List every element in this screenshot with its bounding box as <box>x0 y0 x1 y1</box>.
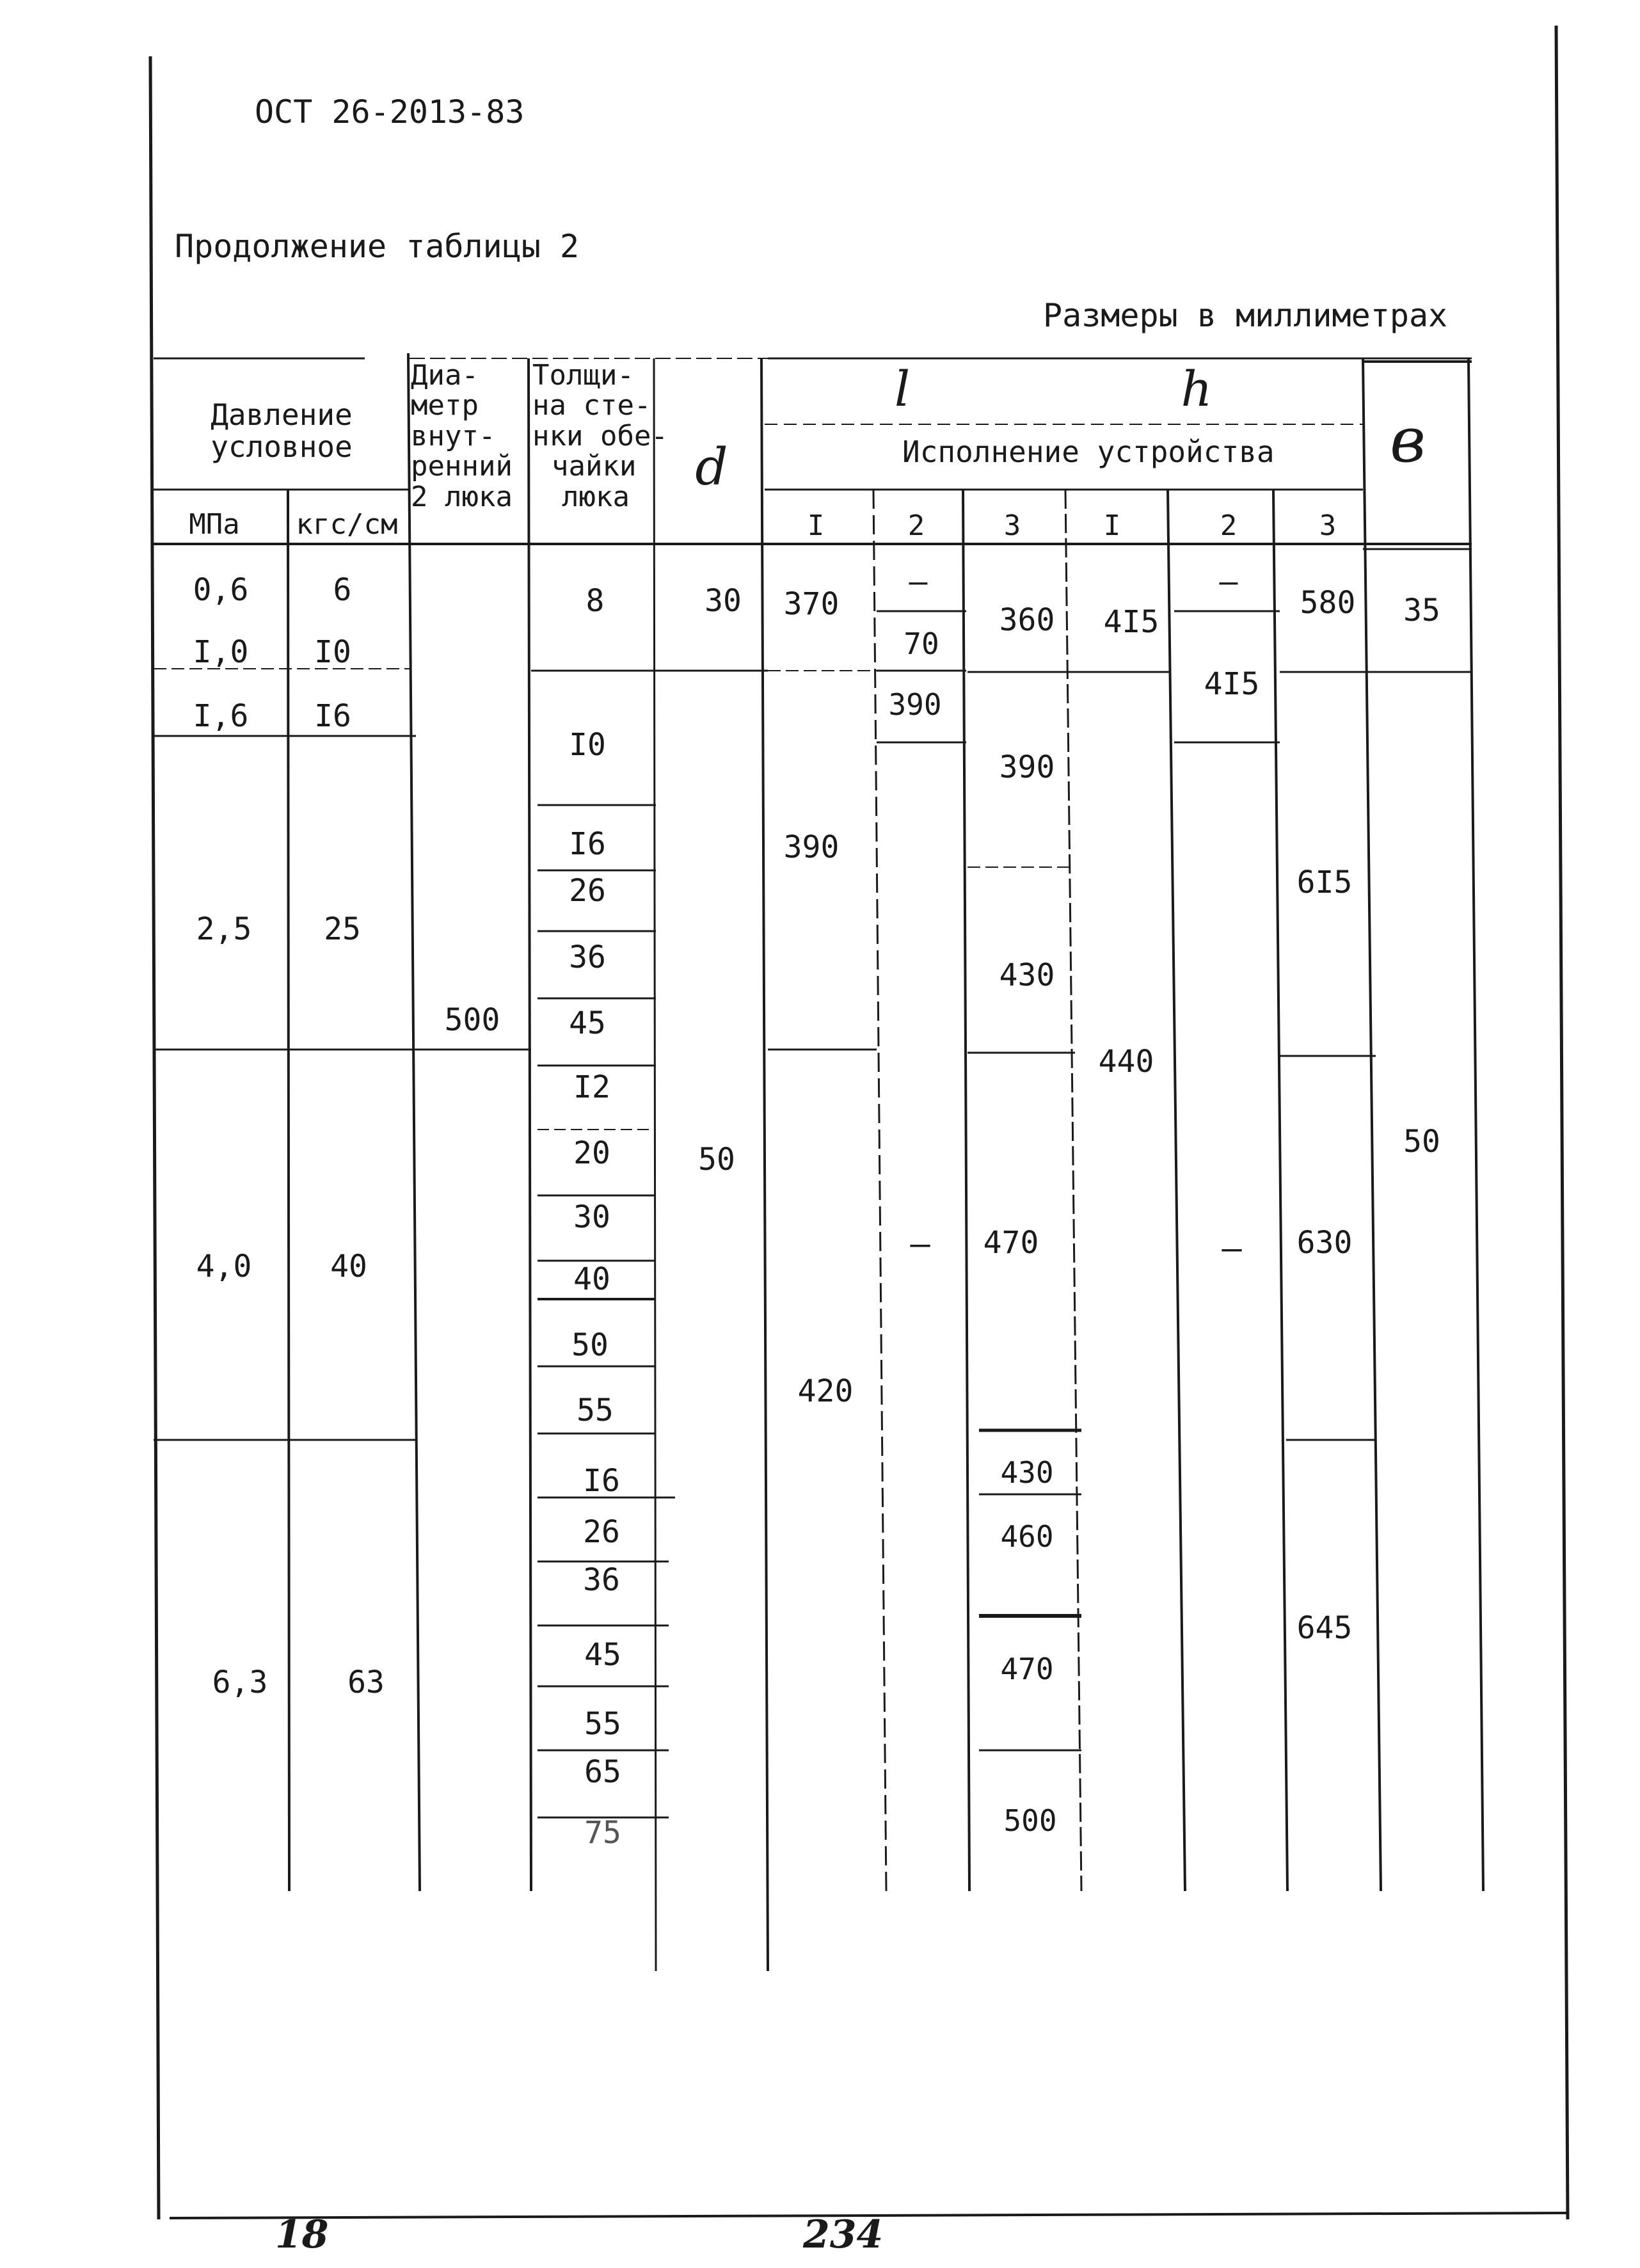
cell-h3: 630 <box>1296 1225 1353 1261</box>
cell-l1: 420 <box>797 1373 854 1409</box>
cell-h2: — <box>1219 564 1238 600</box>
header-pressure-line1: Давление <box>211 397 353 432</box>
cell-h1: 440 <box>1098 1044 1154 1080</box>
cell-l1: 390 <box>783 829 840 865</box>
header-execution: Исполнение устройства <box>902 435 1275 469</box>
cell-l3: 460 <box>1000 1519 1054 1554</box>
cell-thickness: I2 <box>573 1069 610 1105</box>
cell-thickness: 36 <box>569 939 606 975</box>
cell-thickness: I6 <box>583 1463 620 1499</box>
cell-l1: 370 <box>783 586 840 622</box>
cell-mpa: 0,6 <box>193 572 249 608</box>
cell-thickness: 55 <box>584 1706 621 1742</box>
header-pressure-line2: условное <box>211 429 353 464</box>
cell-thickness: 8 <box>585 583 605 619</box>
cell-thickness: 40 <box>573 1261 610 1297</box>
cell-h3: 580 <box>1300 585 1356 621</box>
cell-l3: 430 <box>999 957 1055 993</box>
header-exec-l-1: I <box>807 509 825 542</box>
header-thickness-line1: Толщи- <box>532 359 634 392</box>
cell-h3: 6I5 <box>1296 865 1353 900</box>
cell-thickness: 30 <box>573 1199 610 1235</box>
header-thickness-line3: нки обе- <box>532 420 668 452</box>
cell-kgf: 40 <box>330 1249 367 1284</box>
header-thickness-line5: люка <box>562 481 630 513</box>
header-diameter-line1: Диа- <box>411 359 479 392</box>
cell-l2: 390 <box>888 687 942 722</box>
cell-mpa: I,6 <box>193 698 249 734</box>
units-note: Размеры в миллиметрах <box>1043 297 1448 334</box>
cell-b: 35 <box>1403 593 1440 628</box>
cell-mpa: 6,3 <box>212 1665 268 1700</box>
page-number: 234 <box>803 2212 884 2257</box>
cell-h2: 4I5 <box>1204 666 1260 702</box>
header-l: l <box>894 360 911 417</box>
cell-l2: 70 <box>904 627 939 661</box>
cell-thickness: 75 <box>584 1815 621 1851</box>
cell-kgf: I6 <box>314 698 351 734</box>
cell-thickness: 45 <box>584 1637 621 1673</box>
cell-d: 30 <box>705 583 742 619</box>
cell-l3: 390 <box>999 749 1055 785</box>
header-b: в <box>1390 404 1426 476</box>
cell-h3: 645 <box>1296 1610 1353 1646</box>
cell-l2: — <box>910 1225 930 1263</box>
header-d: d <box>695 437 728 497</box>
header-kgf: кгс/см <box>296 508 398 541</box>
cell-kgf: I0 <box>314 634 351 670</box>
header-thickness-line2: на сте- <box>532 389 651 422</box>
cell-kgf: 63 <box>347 1665 385 1700</box>
cell-thickness: 26 <box>583 1514 620 1550</box>
cell-thickness: I0 <box>569 727 606 763</box>
header-exec-l-3: 3 <box>1003 509 1021 542</box>
cell-d: 50 <box>698 1142 735 1178</box>
cell-thickness: 50 <box>571 1327 609 1363</box>
cell-mpa: 2,5 <box>196 911 252 947</box>
cell-thickness: 45 <box>569 1005 606 1041</box>
table-continuation-title: Продолжение таблицы 2 <box>175 228 580 265</box>
cell-b: 50 <box>1403 1124 1440 1160</box>
cell-l3: 430 <box>1000 1455 1054 1490</box>
cell-l3: 360 <box>999 602 1055 638</box>
cell-h2: — <box>1222 1229 1242 1268</box>
document-code: ОСТ 26-2013-83 <box>255 93 525 131</box>
cell-l3: 470 <box>983 1225 1039 1261</box>
cell-thickness: 20 <box>573 1135 610 1171</box>
header-diameter-line3: внут- <box>411 420 496 452</box>
cell-thickness: 26 <box>569 873 606 909</box>
cell-thickness: 36 <box>583 1562 620 1598</box>
header-diameter-line5: 2 люка <box>411 481 513 513</box>
cell-h1: 4I5 <box>1103 604 1159 640</box>
header-diameter-line2: метр <box>411 389 479 422</box>
header-mpa: МПа <box>189 508 240 541</box>
header-exec-h-2: 2 <box>1220 509 1238 542</box>
cell-kgf: 6 <box>333 572 352 608</box>
cell-thickness: 65 <box>584 1754 621 1790</box>
header-thickness-line4: чайки <box>552 450 637 483</box>
header-h: h <box>1181 360 1213 417</box>
cell-mpa: I,0 <box>193 634 249 670</box>
cell-thickness: 55 <box>577 1393 614 1428</box>
footer-left-number: 18 <box>275 2212 329 2257</box>
cell-l2: — <box>909 564 928 600</box>
cell-kgf: 25 <box>324 911 361 947</box>
cell-thickness: I6 <box>569 826 606 862</box>
header-exec-h-1: I <box>1103 509 1121 542</box>
cell-mpa: 4,0 <box>196 1249 252 1284</box>
cell-l3: 470 <box>1000 1652 1054 1686</box>
cell-l3: 500 <box>1003 1803 1057 1838</box>
header-exec-h-3: 3 <box>1319 509 1337 542</box>
header-diameter-line4: ренний <box>411 450 513 483</box>
cell-diameter: 500 <box>444 1002 500 1038</box>
header-exec-l-2: 2 <box>907 509 925 542</box>
